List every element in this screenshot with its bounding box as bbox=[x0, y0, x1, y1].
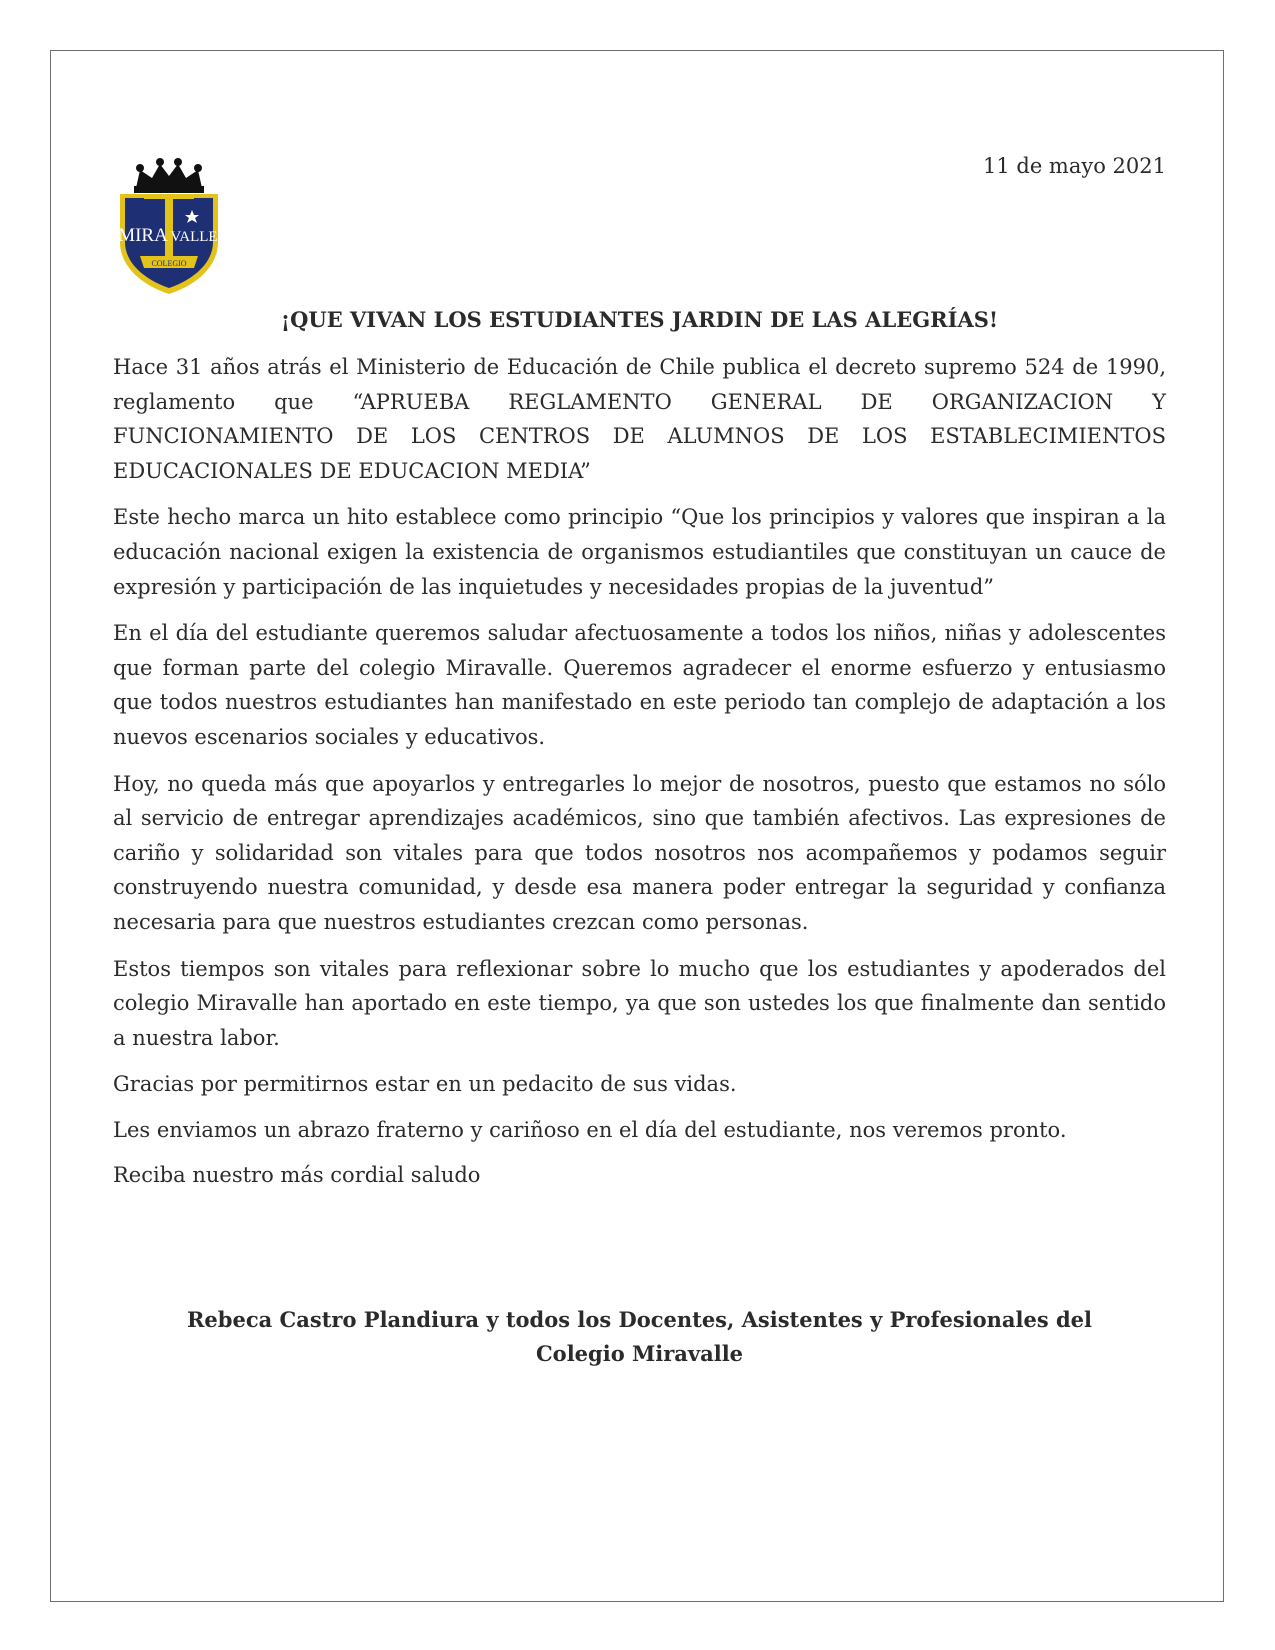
letter-body bbox=[113, 305, 1166, 1204]
crest-text-left: MIRA bbox=[118, 225, 168, 246]
paragraph-reflection: Estos tiempos son vitales para reflexionar sobre lo mucho que los estudiantes y apoderados del colegio Miravalle han aportado en este tiempo, ya que son ustedes los que finalmente dan sentido a nuestra labor. bbox=[113, 956, 1166, 1050]
crest-text-right: VALLE bbox=[170, 229, 218, 245]
paragraph-thanks: Gracias por permitirnos estar en un pedacito de sus vidas. bbox=[113, 1072, 737, 1097]
crown-icon bbox=[134, 158, 204, 193]
paragraph-support: Hoy, no queda más que apoyarlos y entregarles lo mejor de nosotros, puesto que estamos no sólo al servicio de entregar aprendizajes académicos, sino que también afectivos. Las expresiones de cariño y solidaridad son vitales para que todos nosotros nos acompañemos y podamos seguir construyendo nuestra comunidad, y desde esa manera poder entregar la seguridad y confianza necesaria para que nuestros estudiantes crezcan como personas. bbox=[113, 771, 1166, 934]
school-crest-icon bbox=[110, 158, 228, 298]
paragraph-closing: Reciba nuestro más cordial saludo bbox=[113, 1163, 481, 1188]
paragraph-hug: Les enviamos un abrazo fraterno y cariñoso en el día del estudiante, nos veremos pronto. bbox=[113, 1117, 1067, 1142]
paragraph-decree: Hace 31 años atrás el Ministerio de Educación de Chile publica el decreto supremo 524 de 1990, reglamento que “APRUEBA REGLAMENTO GENERAL DE ORGANIZACION Y FUNCIONAMIENTO DE LOS CENTROS DE ALUMNOS DE LOS ESTABLECIMIENTOS EDUCACIONALES DE EDUCACION MEDIA” bbox=[113, 355, 1166, 483]
signature-line-1: Rebeca Castro Plandiura y todos los Docentes, Asistentes y Profesionales del bbox=[186, 1307, 1093, 1332]
signature-block bbox=[113, 1303, 1166, 1371]
paragraph-principle: Este hecho marca un hito establece como principio “Que los principios y valores que inspiran a la educación nacional exigen la existencia de organismos estudiantiles que constituyan un cauce de expresión y participación de las inquietudes y necesidades propias de la juventud” bbox=[113, 505, 1166, 599]
letter-date: 11 de mayo 2021 bbox=[982, 154, 1166, 178]
crest-subtext: COLEGIO bbox=[151, 259, 187, 268]
letter-title: ¡QUE VIVAN LOS ESTUDIANTES JARDIN DE LAS ALEGRÍAS! bbox=[280, 307, 999, 332]
signature-line-2: Colegio Miravalle bbox=[535, 1341, 744, 1366]
paragraph-greeting: En el día del estudiante queremos saludar afectuosamente a todos los niños, niñas y adolescentes que forman parte del colegio Miravalle. Queremos agradecer el enorme esfuerzo y entusiasmo que todos nuestros estudiantes han manifestado en este periodo tan complejo de adaptación a los nuevos escenarios sociales y educativos. bbox=[113, 621, 1166, 749]
